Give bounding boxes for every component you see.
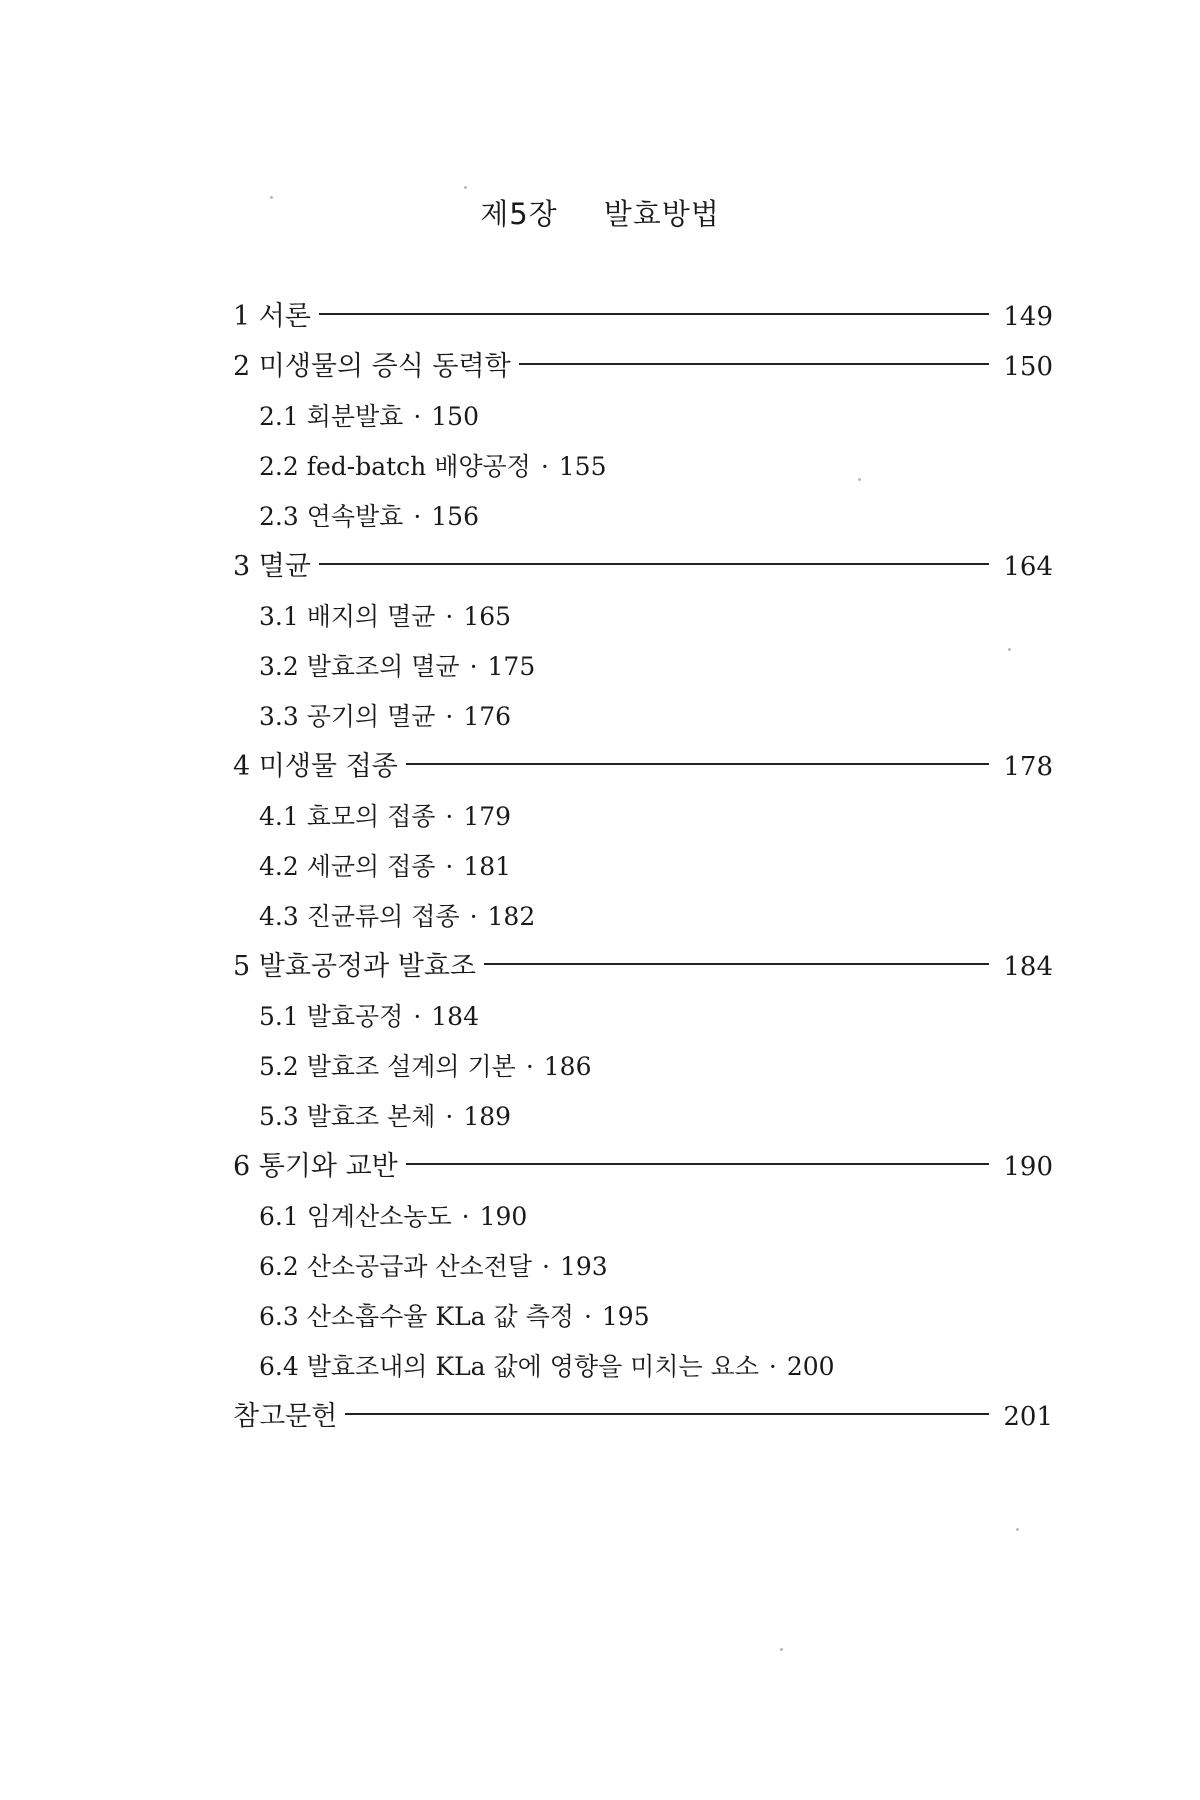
toc-label: 5 발효공정과 발효조 (233, 951, 476, 982)
paper-speck (858, 478, 861, 481)
chapter-heading (0, 192, 1200, 233)
paper-speck (780, 1648, 783, 1651)
toc-label: 6.3 산소흡수율 KLa 값 측정 (259, 1302, 574, 1331)
toc-page-number: 164 (1003, 552, 1053, 582)
toc-page-number: 155 (558, 452, 607, 481)
separator-dot: · (445, 1102, 454, 1131)
toc-subsection (233, 642, 1053, 692)
toc-label: 3.2 발효조의 멸균 (259, 652, 460, 681)
toc-section (233, 742, 1053, 792)
toc-page-number: 176 (463, 702, 512, 731)
toc-label: 6.2 산소공급과 산소전달 (259, 1252, 533, 1281)
leader-line (406, 1163, 990, 1165)
paper-speck (1016, 1528, 1019, 1531)
separator-dot: · (461, 1202, 470, 1231)
toc-page-number: 190 (479, 1202, 528, 1231)
toc-label: 3.1 배지의 멸균 (259, 602, 436, 631)
toc-label: 5.1 발효공정 (259, 1002, 404, 1031)
toc-page-number: 149 (1003, 302, 1053, 332)
toc-subsection (233, 892, 1053, 942)
toc-subsection (233, 492, 1053, 542)
separator-dot: · (445, 602, 454, 631)
toc-page-number: 182 (487, 902, 536, 931)
toc-label: 2 미생물의 증식 동력학 (233, 351, 511, 382)
toc-subsection (233, 1242, 1053, 1292)
toc-label: 3 멸균 (233, 551, 311, 582)
separator-dot: · (445, 702, 454, 731)
leader-line (406, 763, 990, 765)
toc-page-number: 178 (1003, 752, 1053, 782)
toc-page-number: 195 (601, 1302, 650, 1331)
leader-line (345, 1413, 989, 1415)
separator-dot: · (469, 902, 478, 931)
toc-page-number: 200 (786, 1352, 835, 1381)
toc-label: 4.1 효모의 접종 (259, 802, 436, 831)
toc-section (233, 342, 1053, 392)
toc-label: 4 미생물 접종 (233, 751, 398, 782)
toc-page-number: 150 (1003, 352, 1053, 382)
toc-subsection (233, 392, 1053, 442)
toc-subsection (233, 592, 1053, 642)
toc-label: 5.2 발효조 설계의 기본 (259, 1052, 516, 1081)
toc-subsection (233, 792, 1053, 842)
toc-label: 참고문헌 (233, 1401, 338, 1432)
toc-page-number: 186 (543, 1052, 592, 1081)
separator-dot: · (768, 1352, 777, 1381)
paper-speck (270, 196, 273, 199)
leader-line (519, 363, 990, 365)
toc-subsection (233, 1092, 1053, 1142)
chapter-number: 제5장 (480, 197, 558, 231)
separator-dot: · (413, 1002, 422, 1031)
paper-speck (1008, 648, 1011, 651)
toc-subsection (233, 992, 1053, 1042)
toc-label: 5.3 발효조 본체 (259, 1102, 436, 1131)
paper-speck (464, 186, 467, 189)
toc-section (233, 292, 1053, 342)
toc-section (233, 942, 1053, 992)
toc-page-number: 193 (559, 1252, 608, 1281)
toc-page-number: 184 (1003, 952, 1053, 982)
toc-page-number: 175 (487, 652, 536, 681)
toc-label: 2.1 회분발효 (259, 402, 404, 431)
toc-label: 6 통기와 교반 (233, 1151, 398, 1182)
toc-label: 6.1 임계산소농도 (259, 1202, 452, 1231)
toc-page-number: 189 (463, 1102, 512, 1131)
toc-subsection (233, 442, 1053, 492)
toc-subsection (233, 1342, 1053, 1392)
toc-page-number: 201 (1003, 1402, 1053, 1432)
toc-label: 2.3 연속발효 (259, 502, 404, 531)
separator-dot: · (413, 402, 422, 431)
toc-section (233, 1142, 1053, 1192)
toc-label: 1 서론 (233, 301, 311, 332)
toc-page-number: 165 (463, 602, 512, 631)
toc-subsection (233, 1042, 1053, 1092)
toc-subsection (233, 842, 1053, 892)
toc-subsection (233, 692, 1053, 742)
toc-page-number: 181 (463, 852, 512, 881)
separator-dot: · (445, 852, 454, 881)
toc-page-number: 184 (431, 1002, 479, 1031)
toc-subsection (233, 1192, 1053, 1242)
separator-dot: · (413, 502, 422, 531)
separator-dot: · (583, 1302, 592, 1331)
toc-subsection (233, 1292, 1053, 1342)
toc-page-number: 179 (463, 802, 512, 831)
separator-dot: · (542, 1252, 550, 1281)
chapter-title: 발효방법 (603, 197, 720, 231)
toc-section (233, 542, 1053, 592)
separator-dot: · (525, 1052, 534, 1081)
leader-line (484, 963, 989, 965)
toc-section (233, 1392, 1053, 1442)
leader-line (319, 563, 989, 565)
toc-label: 4.2 세균의 접종 (259, 852, 436, 881)
toc-label: 6.4 발효조내의 KLa 값에 영향을 미치는 요소 (259, 1352, 759, 1381)
leader-line (319, 313, 989, 315)
toc-label: 3.3 공기의 멸균 (259, 702, 436, 731)
toc-label: 4.3 진균류의 접종 (259, 902, 460, 931)
toc-page-number: 156 (431, 502, 479, 531)
toc-page-number: 190 (1003, 1152, 1053, 1182)
toc-label: 2.2 fed-batch 배양공정 (259, 452, 531, 481)
table-of-contents (233, 292, 1053, 1442)
separator-dot: · (445, 802, 454, 831)
separator-dot: · (469, 652, 478, 681)
separator-dot: · (540, 452, 549, 481)
toc-page-number: 150 (431, 402, 479, 431)
